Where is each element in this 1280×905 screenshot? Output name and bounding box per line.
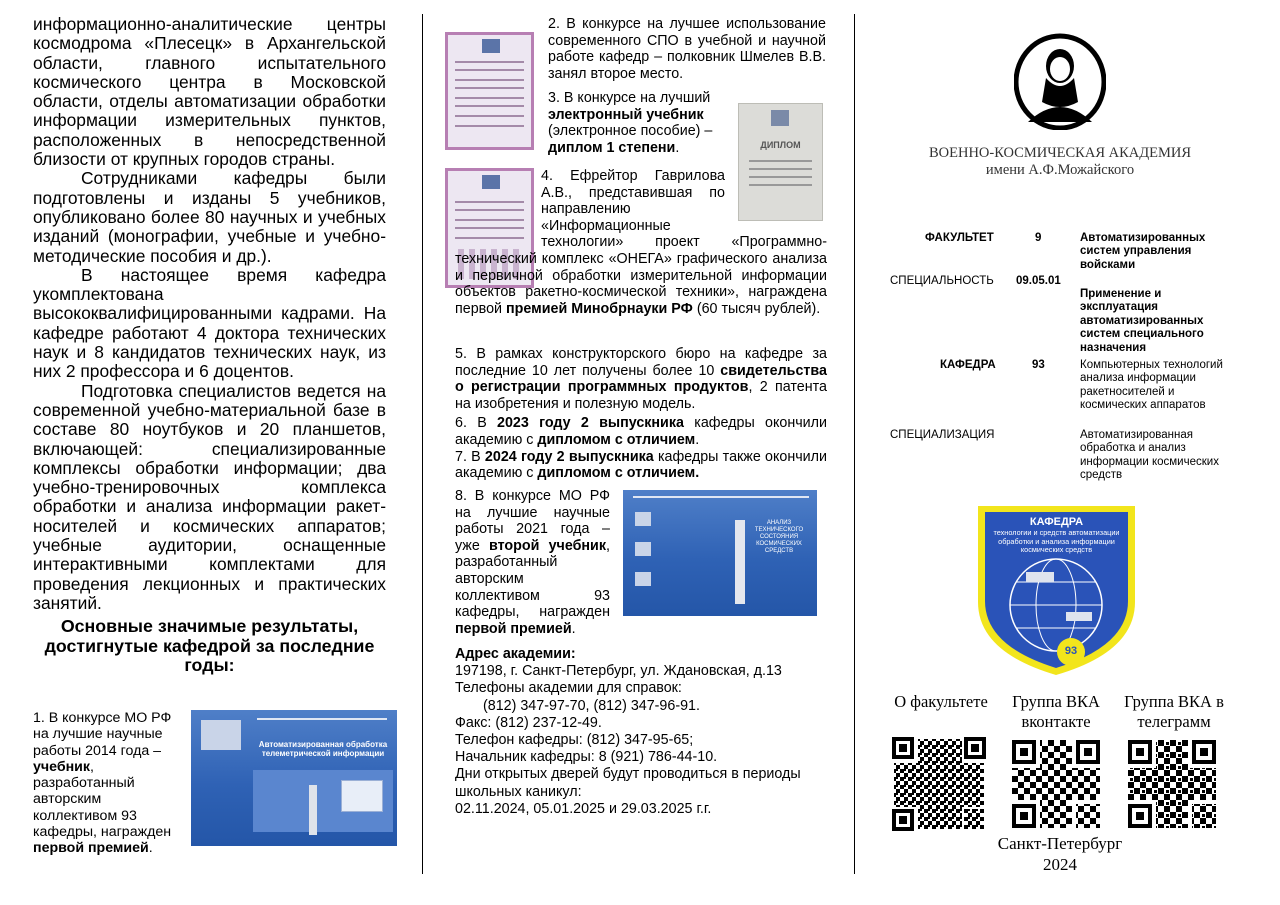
rocket-icon xyxy=(309,785,317,835)
academy-name: ВОЕННО-КОСМИЧЕСКАЯ АКАДЕМИЯ xyxy=(928,145,1192,161)
emblem-subtitle: технологии и средств автоматизации обработки и анализа информации космических средств xyxy=(993,528,1120,554)
address: 197198, г. Санкт-Петербург, ул. Ждановская, д.13 xyxy=(455,663,782,680)
qr-code-faculty[interactable] xyxy=(892,737,986,831)
textbook-2021-cover xyxy=(623,490,817,616)
left-paragraph-1: информационно-аналитические центры космодрома «Плесецк» в Архангельской области, главного испытательного космического центра в Московской области, отделы автоматизации обработки информации измерительных пунктов, расположенных в непосредственной близости от крупных городов страны. xyxy=(33,14,386,170)
left-paragraph-4: Подготовка специалистов ведется на современной учебно-материальной базе в составе 80 ноутбуков и 20 планшетов, включающей: специализированные комплексы обработки информации; два учебно-тренировочных комплекса обработки и анализа информации ракет-носителей и космических аппаратов; учебные аудитории, оснащенные интерактивными комплектами для проведения лекционных и практических занятий. xyxy=(33,380,386,613)
faculty-label: ФАКУЛЬТЕТ xyxy=(925,232,994,244)
academy-subtitle: имени А.Ф.Можайского xyxy=(985,162,1135,178)
emblem-number: 93 xyxy=(1064,645,1078,657)
department-emblem xyxy=(974,502,1139,678)
open-days-dates: 02.11.2024, 05.01.2025 и 29.03.2025 г.г. xyxy=(455,800,712,817)
faculty-number: 9 xyxy=(1035,232,1042,244)
left-column xyxy=(33,0,386,675)
year: 2024 xyxy=(1043,855,1077,874)
diploma-image-1 xyxy=(445,32,534,150)
results-heading: Основные значимые результаты, достигнутые кафедрой за последние годы: xyxy=(44,616,375,675)
specialization-label: СПЕЦИАЛИЗАЦИЯ xyxy=(890,429,995,441)
department-phone: Телефон кафедры: (812) 347-95-65; xyxy=(455,732,694,749)
mozhaisky-portrait-logo xyxy=(1014,30,1106,130)
qr-code-vk[interactable] xyxy=(1012,740,1100,828)
department-number: 93 xyxy=(1032,359,1045,371)
textbook-2014-cover xyxy=(191,710,397,846)
book1-title: Автоматизированная обработка телеметрической информации xyxy=(258,740,388,758)
left-paragraph-2: Сотрудниками кафедры были подготовлены и изданы 5 учебников, опубликовано более 80 научных и учебных изданий (монографии, учебные и учебно-методические пособия и др.). xyxy=(33,168,386,266)
column-divider-2 xyxy=(854,14,855,874)
book2-title: АНАЛИЗ ТЕХНИЧЕСКОГО СОСТОЯНИЯ КОСМИЧЕСКИХ СРЕДСТВ xyxy=(754,520,804,554)
left-paragraph-3: В настоящее время кафедра укомплектована высококвалифицированными кадрами. На кафедре работают 4 доктора технических наук и 8 кандидатов технических наук, из них 2 профессора и 6 доцентов. xyxy=(33,264,386,382)
result-item-2: 2. В конкурсе на лучшее использование современного СПО в учебной и научной работе кафедр – полковник Шмелев В.В. занял второе место. xyxy=(548,16,826,82)
faculty-name: Автоматизированных систем управления войсками xyxy=(1080,232,1206,271)
laptop-icon xyxy=(341,780,383,812)
emblem-title: КАФЕДРА xyxy=(1029,516,1084,528)
head-phone: Начальник кафедры: 8 (921) 786-44-10. xyxy=(455,749,718,766)
result-item-3: 3. В конкурсе на лучший электронный учебник (электронное пособие) – диплом 1 степени. xyxy=(548,90,713,156)
specialty-code: 09.05.01 xyxy=(1016,275,1061,287)
crest-icon xyxy=(482,39,500,53)
result-items-5-7 xyxy=(455,346,827,482)
specialty-name: Применение и эксплуатация автоматизированных систем специального назначения xyxy=(1080,288,1204,354)
specialty-label: СПЕЦИАЛЬНОСТЬ xyxy=(890,275,994,287)
qr-label-faculty: О факультете xyxy=(894,692,988,711)
department-label: КАФЕДРА xyxy=(940,359,996,371)
column-divider-1 xyxy=(422,14,423,874)
result-item-8: 8. В конкурсе МО РФ на лучшие научные работы 2021 года – уже второй учебник, разработанный авторским коллективом 93 кафедры, награжден первой премией. xyxy=(455,488,610,637)
crest-icon xyxy=(771,110,789,126)
result-item-5: 5. В рамках конструкторского бюро на кафедре за последние 10 лет получены более 10 свидетельства о регистрации программных продуктов, 2 патента на изобретения и полезную модель. xyxy=(455,346,827,412)
phones-label: Телефоны академии для справок: xyxy=(455,680,682,697)
department-name: Компьютерных технологий анализа информации ракетносителей и космических аппаратов xyxy=(1080,359,1223,412)
qr-label-vk: Группа ВКА вконтакте xyxy=(1012,692,1100,731)
result-item-7: 7. В 2024 году 2 выпускника кафедры также окончили академию с дипломом с отличием. xyxy=(455,448,827,482)
result-item-4: 4. Ефрейтор Гаврилова А.В., представившая по направлению «Информационные технологии» проект «Программно-технический комплекс «ОНЕГА» графического анализа и первичной обработки измерительной информации объектов ракетно-космической техники», награждена первой премией Минобрнауки РФ (60 тысяч рублей). xyxy=(455,168,827,317)
qr-label-telegram: Группа ВКА в телеграмм xyxy=(1124,692,1224,731)
city: Санкт-Петербург xyxy=(997,834,1123,853)
qr-code-telegram[interactable] xyxy=(1128,740,1216,828)
rocket-icon xyxy=(735,520,745,604)
diploma-word: ДИПЛОМ xyxy=(760,140,801,150)
open-days: Дни открытых дверей будут проводиться в периоды школьных каникул: xyxy=(455,766,801,800)
address-heading: Адрес академии: xyxy=(455,646,576,662)
result-item-1: 1. В конкурсе МО РФ на лучшие научные работы 2014 года – учебник, разработанный авторским коллективом 93 кафедры, награжден первой премией. xyxy=(33,710,172,857)
academy-phones: (812) 347-97-70, (812) 347-96-91. xyxy=(483,697,700,714)
contacts-block xyxy=(455,646,827,818)
specialization-name: Автоматизированная обработка и анализ информации космических средств xyxy=(1080,429,1219,482)
result-item-6: 6. В 2023 году 2 выпускника кафедры окончили академию с дипломом с отличием. xyxy=(455,415,827,448)
cover-emblem-icon xyxy=(201,720,241,750)
fax: Факс: (812) 237-12-49. xyxy=(455,714,602,731)
